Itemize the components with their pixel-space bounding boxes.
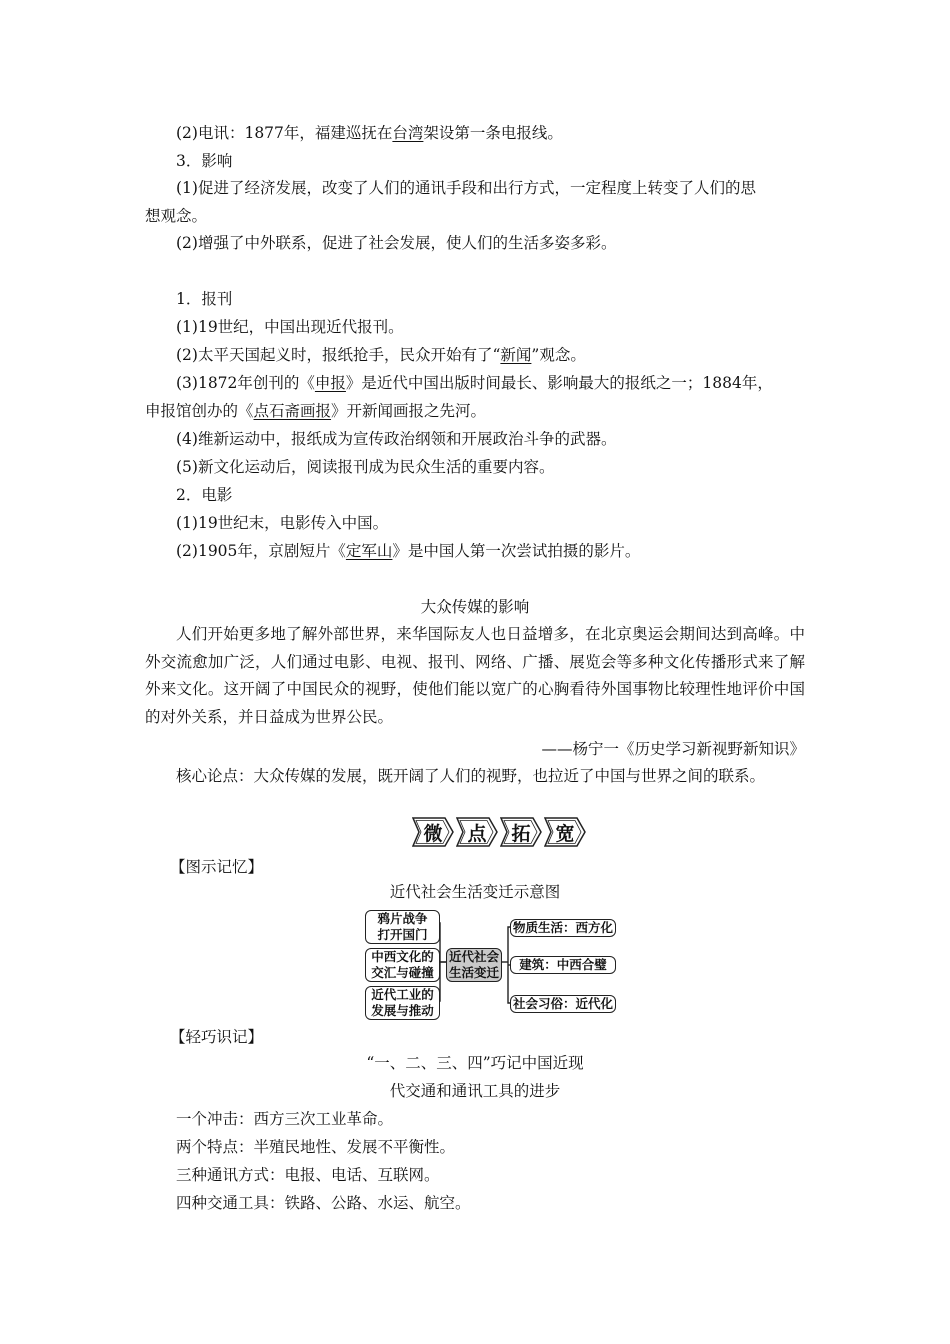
diagram-box-center: 近代社会 生活变迁 [446,948,502,982]
memory-item-2: 两个特点：半殖民地性、发展不平衡性。 [176,1138,456,1156]
impact-heading: 3．影响 [176,152,233,170]
material-title: 大众传媒的影响 [420,598,530,616]
memory-heading: 【轻巧识记】 [170,1028,264,1046]
diagram-box-culture-clash: 中西文化的 交汇与碰撞 [365,948,440,982]
press-item-5: (5)新文化运动后，阅读报刊成为民众生活的重要内容。 [176,458,555,476]
section-banner [412,817,586,849]
press-heading: 1．报刊 [176,290,233,308]
diagram-title: 近代社会生活变迁示意图 [389,883,561,901]
memory-title-2: 代交通和通讯工具的进步 [389,1082,561,1100]
diagram-box-material-life: 物质生活：西方化 [510,919,616,937]
diagram-heading: 【图示记忆】 [170,858,264,876]
impact-item-1: (1)促进了经济发展，改变了人们的通讯手段和出行方式，一定程度上转变了人们的思 [176,179,756,197]
banner-chevron-3: 拓 [500,817,542,847]
impact-item-2: (2)增强了中外联系，促进了社会发展，使人们的生活多姿多彩。 [176,234,617,252]
memory-item-1: 一个冲击：西方三次工业革命。 [176,1110,394,1128]
banner-chevron-4: 宽 [544,817,586,847]
impact-item-1-cont: 想观念。 [145,207,208,225]
memory-title-1: “一、二、三、四”巧记中国近现 [366,1054,584,1072]
film-item-1: (1)19世纪末，电影传入中国。 [176,514,389,532]
core-argument: 核心论点：大众传媒的发展，既开阔了人们的视野，也拉近了中国与世界之间的联系。 [176,767,766,785]
film-item-2: (2)1905年，京剧短片《定军山》是中国人第一次尝试拍摄的影片。 [176,542,641,560]
material-body: 人们开始更多地了解外部世界，来华国际友人也日益增多，在北京奥运会期间达到高峰。中外交流愈加广泛，人们通过电影、电视、报刊、网络、广播、展览会等多种文化传播形式来了解外来文化。这开阔了中国民众的视野，使他们能以宽广的心胸看待外国事物比较理性地评价中国的对外关系，并日益成为世界公民。 [145,625,805,726]
memory-item-4: 四种交通工具：铁路、公路、水运、航空。 [176,1194,471,1212]
diagram-box-opium-war: 鸦片战争 打开国门 [365,910,440,944]
press-item-4: (4)维新运动中，报纸成为宣传政治纲领和开展政治斗争的武器。 [176,430,617,448]
press-item-3-cont: 申报馆创办的《点石斋画报》开新闻画报之先河。 [145,402,487,420]
material-source: ——杨宁一《历史学习新视野新知识》 [541,740,805,758]
press-item-3: (3)1872年创刊的《申报》是近代中国出版时间最长、影响最大的报纸之一；1884年， [176,374,773,392]
diagram-box-architecture: 建筑：中西合璧 [510,956,616,974]
banner-chevron-1: 微 [412,817,454,847]
banner-chevron-2: 点 [456,817,498,847]
diagram-box-customs: 社会习俗：近代化 [510,995,616,1013]
press-item-2: (2)太平天国起义时，报纸抢手，民众开始有了“新闻”观念。 [176,346,586,364]
diagram-box-industry: 近代工业的 发展与推动 [365,986,440,1020]
press-item-1: (1)19世纪，中国出现近代报刊。 [176,318,404,336]
telecom-line: (2)电讯：1877年，福建巡抚在台湾架设第一条电报线。 [176,124,563,142]
memory-item-3: 三种通讯方式：电报、电话、互联网。 [176,1166,440,1184]
film-heading: 2．电影 [176,486,233,504]
